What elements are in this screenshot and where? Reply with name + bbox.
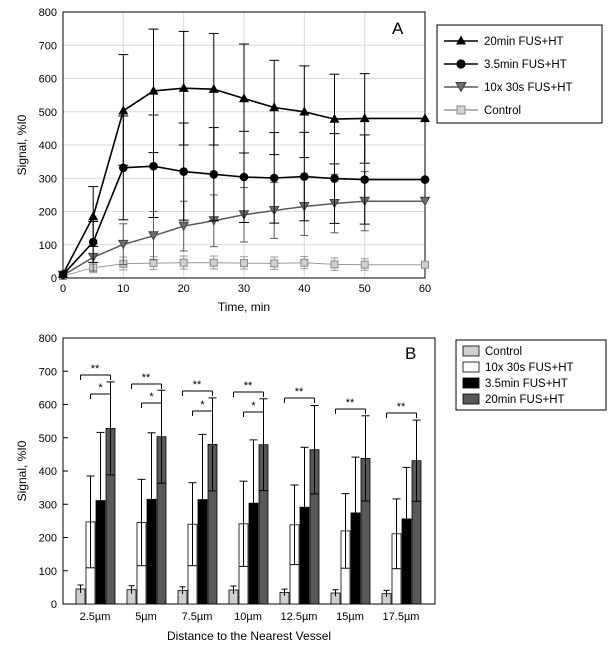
panel-b-xaxis-title: Distance to the Nearest Vessel: [166, 629, 332, 643]
xtick-label: 50: [358, 283, 371, 295]
xtick-label: 20: [177, 283, 190, 295]
panel-b-letter: B: [405, 344, 417, 363]
legend-label: Control: [484, 105, 522, 117]
panel-b-svg: [0, 328, 613, 650]
bar-group: [331, 397, 370, 623]
ytick-label: 100: [38, 239, 57, 252]
significance-mark: **: [192, 379, 202, 391]
significance-mark: **: [294, 386, 304, 398]
panel-a-svg: [0, 0, 613, 322]
significance-mark: *: [149, 391, 154, 403]
legend-swatch-3-5min: [463, 378, 479, 388]
significance-mark: *: [200, 399, 205, 411]
ytick-label: 800: [38, 333, 57, 345]
panel-b: [0, 328, 613, 650]
xtick-label: 40: [298, 283, 311, 295]
legend-marker-square: [457, 106, 465, 114]
ytick-label: 600: [38, 73, 57, 86]
bar-group: [229, 380, 268, 623]
ytick-label: 200: [38, 532, 57, 545]
xtick-label: 60: [418, 283, 432, 295]
panel-b-yaxis-title: Signal, %I0: [15, 440, 29, 502]
panel-a-yaxis-title: Signal, %I0: [15, 114, 29, 176]
legend-label: 3.5min FUS+HT: [485, 378, 568, 390]
xtick-label: 15µm: [336, 611, 364, 623]
panel-a-ytick-labels: [39, 7, 57, 285]
panel-a-xaxis-title: Time, min: [217, 300, 271, 314]
panel-a-letter: A: [392, 19, 404, 38]
ytick-label: 0: [50, 273, 57, 285]
ytick-label: 300: [38, 499, 57, 512]
xtick-label: 2.5µm: [79, 611, 111, 623]
xtick-label: 17.5µm: [382, 611, 420, 623]
legend-swatch-10x30s: [463, 362, 479, 372]
ytick-label: 200: [38, 206, 57, 219]
panel-a: [0, 0, 613, 322]
ytick-label: 400: [38, 140, 57, 152]
bar-group: [280, 386, 319, 623]
ytick-label: 800: [38, 7, 57, 19]
bar-group: [382, 401, 421, 623]
legend-swatch-control: [463, 346, 479, 356]
ytick-label: 700: [38, 40, 57, 53]
bar-group: [178, 379, 217, 623]
significance-mark: **: [396, 401, 406, 413]
legend-swatch-20min: [463, 394, 479, 404]
legend-marker-circle: [456, 59, 465, 68]
significance-mark: *: [98, 382, 103, 394]
ytick-label: 100: [38, 565, 57, 578]
panel-b-legend: [456, 340, 606, 410]
xtick-label: 10µm: [234, 611, 262, 623]
legend-label: 10x 30s FUS+HT: [485, 362, 574, 374]
ytick-label: 500: [38, 106, 57, 119]
ytick-label: 500: [38, 432, 57, 445]
legend-label: 20min FUS+HT: [484, 36, 564, 48]
ytick-label: 0: [50, 599, 57, 611]
legend-label: 10x 30s FUS+HT: [484, 82, 573, 94]
significance-mark: **: [243, 380, 253, 392]
significance-mark: **: [90, 363, 100, 375]
panel-a-xtick-labels: [60, 283, 431, 295]
ytick-label: 600: [38, 399, 57, 412]
ytick-label: 700: [38, 366, 57, 379]
legend-label: 20min FUS+HT: [485, 394, 565, 406]
legend-label: Control: [485, 346, 523, 358]
significance-mark: *: [251, 400, 256, 412]
significance-mark: **: [345, 397, 355, 409]
panel-a-legend: [437, 25, 602, 123]
xtick-label: 12.5µm: [280, 611, 318, 623]
xtick-label: 5µm: [135, 611, 157, 623]
xtick-label: 7.5µm: [181, 611, 213, 623]
ytick-label: 300: [38, 173, 57, 186]
xtick-label: 30: [237, 283, 251, 295]
legend-label: 3.5min FUS+HT: [484, 59, 567, 71]
panel-b-ytick-labels: [39, 333, 57, 611]
xtick-label: 0: [59, 283, 67, 295]
significance-mark: **: [141, 372, 151, 384]
bar-group: [76, 363, 115, 623]
xtick-label: 10: [117, 283, 130, 295]
bar-group: [127, 372, 166, 623]
ytick-label: 400: [38, 466, 57, 478]
